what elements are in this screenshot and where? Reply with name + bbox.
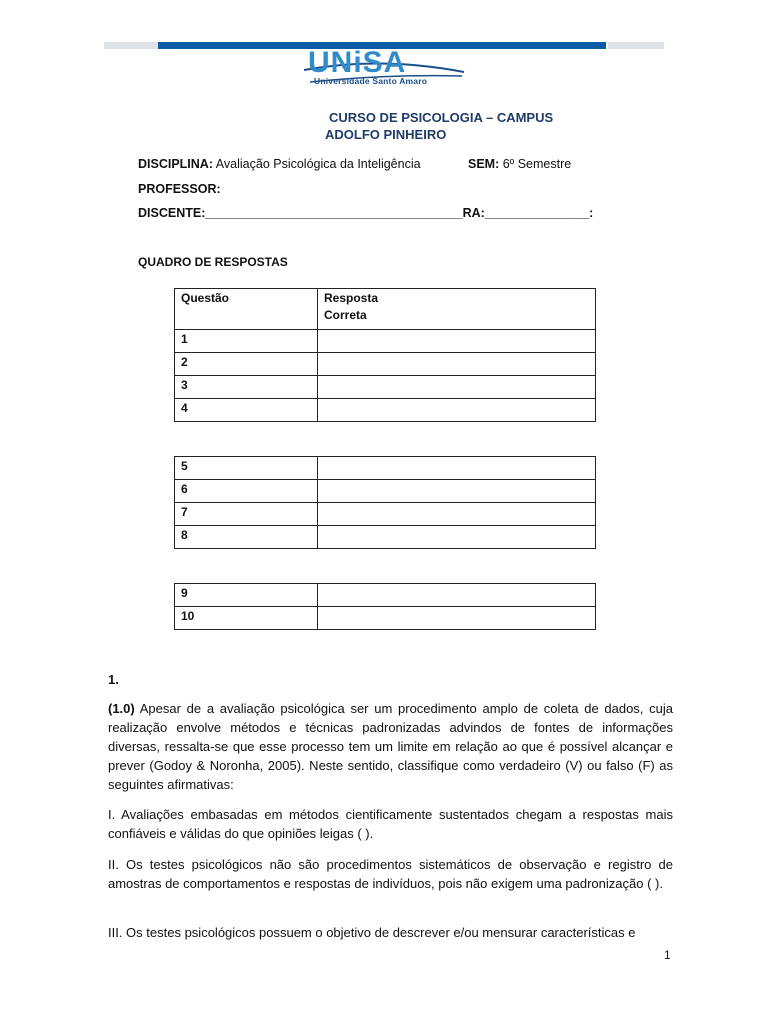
table-row bbox=[175, 584, 596, 607]
logo-subtitle: Universidade Santo Amaro bbox=[314, 76, 428, 86]
course-title-line2: ADOLFO PINHEIRO bbox=[325, 127, 447, 142]
answer-cell[interactable] bbox=[318, 457, 596, 480]
question-number: 3 bbox=[175, 376, 318, 399]
question-number: 10 bbox=[175, 607, 318, 630]
discente-line bbox=[138, 206, 593, 220]
table-row bbox=[175, 457, 596, 480]
unisa-logo bbox=[300, 46, 470, 88]
logo-text: UNiSA bbox=[308, 46, 407, 79]
table-row bbox=[175, 376, 596, 399]
question-points: (1.0) bbox=[108, 701, 135, 716]
answers-table-2 bbox=[174, 456, 596, 549]
answer-cell[interactable] bbox=[318, 376, 596, 399]
table-row bbox=[175, 607, 596, 630]
answer-cell[interactable] bbox=[318, 607, 596, 630]
table-row bbox=[175, 480, 596, 503]
question-number: 9 bbox=[175, 584, 318, 607]
table-row bbox=[175, 503, 596, 526]
col-question-header: Questão bbox=[175, 289, 318, 330]
sem-line bbox=[468, 157, 571, 171]
answer-cell[interactable] bbox=[318, 353, 596, 376]
question-number: 8 bbox=[175, 526, 318, 549]
answer-cell[interactable] bbox=[318, 584, 596, 607]
discente-label: DISCENTE: bbox=[138, 206, 206, 220]
question-intro-text: Apesar de a avaliação psicológica ser um procedimento amplo de coleta de dados, cuja realização envolve métodos e técnicas padronizadas advindos de fontes de informações diversas, ressalta-se que esse processo tem um limite em relação ao que é possível alcançar e prever (Godoy & Noronha, 2005). Neste sentido, classifique como verdadeiro (V) ou falso (F) as seguintes afirmativas: bbox=[108, 701, 673, 792]
col-answer-line1: Resposta bbox=[324, 291, 379, 305]
disciplina-value: Avaliação Psicológica da Inteligência bbox=[215, 157, 421, 171]
sem-label: SEM: bbox=[468, 157, 500, 171]
answers-table-3 bbox=[174, 583, 596, 630]
question-number: 1 bbox=[175, 330, 318, 353]
question-number: 4 bbox=[175, 399, 318, 422]
col-answer-line2: Correta bbox=[324, 308, 367, 322]
question-item-3: III. Os testes psicológicos possuem o objetivo de descrever e/ou mensurar características e bbox=[108, 925, 636, 940]
question-item-2: II. Os testes psicológicos não são procedimentos sistemáticos de observação e registro de amostras de comportamentos e respostas de indivíduos, pois não exigem uma padronização ( ). bbox=[108, 857, 673, 891]
question-number-heading: 1. bbox=[108, 672, 119, 687]
ra-blank[interactable]: _______________ bbox=[484, 206, 590, 220]
professor-line bbox=[138, 182, 221, 196]
answer-cell[interactable] bbox=[318, 330, 596, 353]
table-row bbox=[175, 399, 596, 422]
answer-cell[interactable] bbox=[318, 480, 596, 503]
answer-cell[interactable] bbox=[318, 503, 596, 526]
sem-value: 6º Semestre bbox=[502, 157, 572, 171]
table-row bbox=[175, 526, 596, 549]
question-number: 7 bbox=[175, 503, 318, 526]
table-row bbox=[175, 330, 596, 353]
page-number: 1 bbox=[664, 948, 671, 962]
header-band-left bbox=[104, 42, 158, 49]
question-intro bbox=[108, 699, 673, 794]
ra-label: RA: bbox=[462, 206, 485, 220]
table-row bbox=[175, 353, 596, 376]
ra-end: : bbox=[589, 206, 594, 220]
question-number: 2 bbox=[175, 353, 318, 376]
answers-heading: QUADRO DE RESPOSTAS bbox=[138, 255, 288, 269]
professor-label: PROFESSOR: bbox=[138, 182, 221, 196]
disciplina-label: DISCIPLINA: bbox=[138, 157, 213, 171]
course-title-line1: CURSO DE PSICOLOGIA – CAMPUS bbox=[329, 110, 554, 125]
discente-blank[interactable]: _____________________________________ bbox=[205, 206, 463, 220]
col-answer-header bbox=[318, 289, 596, 330]
disciplina-line bbox=[138, 157, 421, 171]
header-band-right bbox=[608, 42, 664, 49]
question-number: 5 bbox=[175, 457, 318, 480]
answers-table-1 bbox=[174, 288, 596, 422]
answer-cell[interactable] bbox=[318, 526, 596, 549]
question-item-1: I. Avaliações embasadas em métodos cientificamente sustentados chegam a respostas mais confiáveis e válidas do que opiniões leigas ( ). bbox=[108, 807, 673, 841]
answer-cell[interactable] bbox=[318, 399, 596, 422]
table-header-row bbox=[175, 289, 596, 330]
question-number: 6 bbox=[175, 480, 318, 503]
